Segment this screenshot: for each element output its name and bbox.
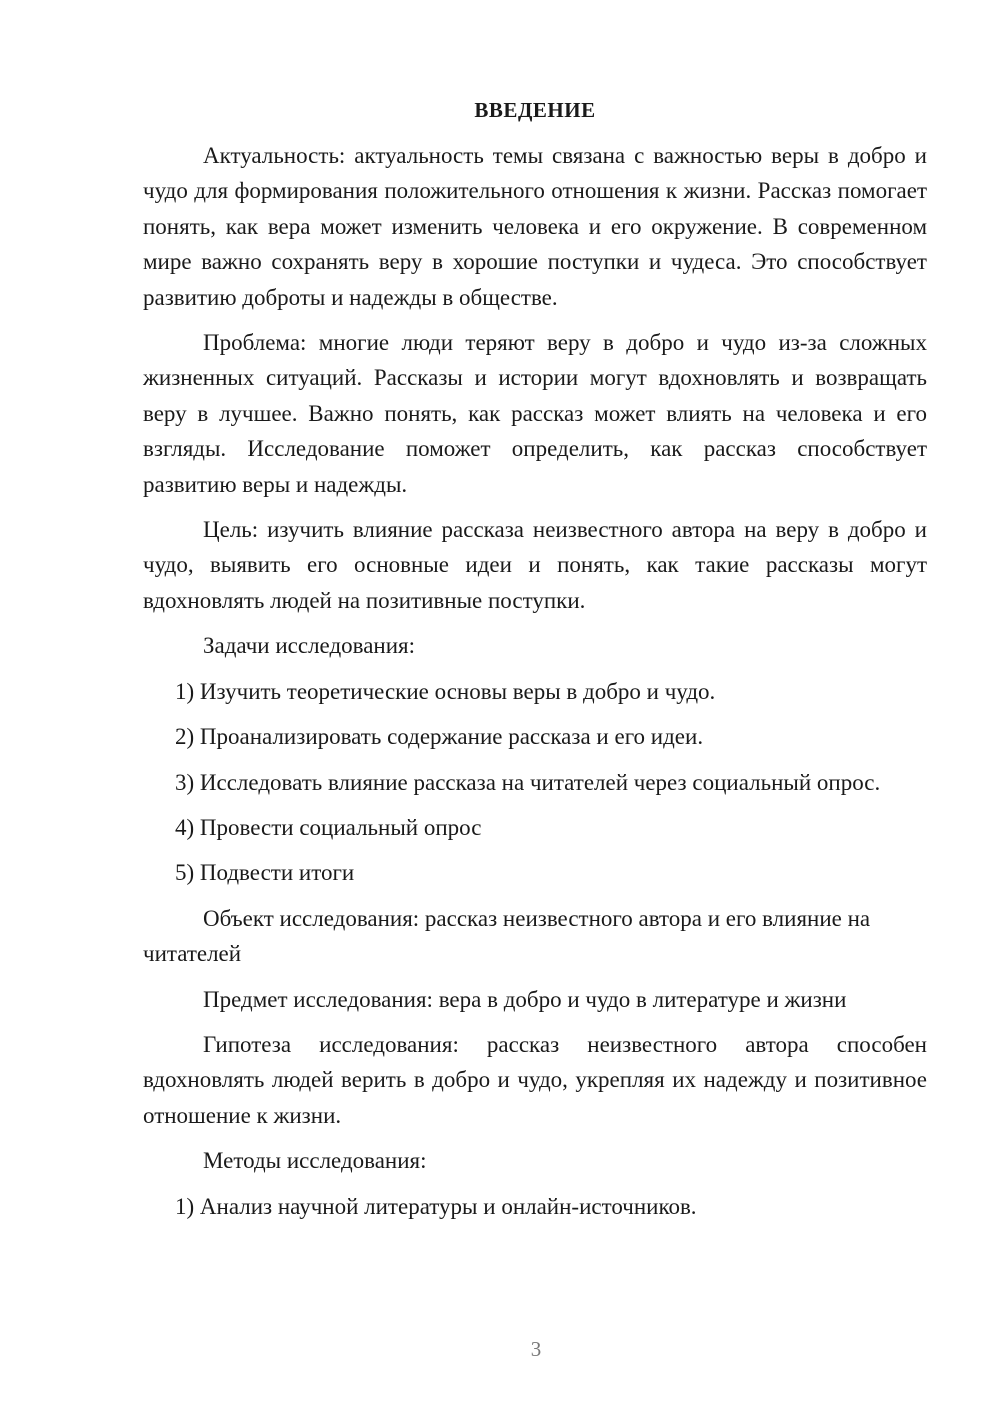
task-item-2: 2) Проанализировать содержание рассказа и его идеи.	[175, 724, 704, 750]
page-number: 3	[530, 1337, 542, 1361]
methods-heading: Методы исследования:	[203, 1148, 427, 1174]
object-paragraph: Объект исследования: рассказ неизвестного автора и его влияние на читателей	[143, 905, 871, 967]
method-item-1: 1) Анализ научной литературы и онлайн-источников.	[175, 1193, 697, 1219]
relevance-paragraph: Актуальность: актуальность темы связана с важностью веры в добро и чудо для формирования положительного отношения к жизни. Рассказ помогает понять, как вера может изменить человека и его окружение. В современном мире важно сохранять веру в хорошие поступки и чудеса. Это способствует развитию доброты и надежды в обществе.	[143, 143, 927, 310]
section-heading: ВВЕДЕНИЕ	[474, 98, 596, 122]
page-content	[143, 93, 927, 1234]
task-item-3: 3) Исследовать влияние рассказа на читателей через социальный опрос.	[175, 769, 881, 795]
problem-paragraph: Проблема: многие люди теряют веру в добро и чудо из-за сложных жизненных ситуаций. Рассказы и истории могут вдохновлять и возвращать веру в лучшее. Важно понять, как рассказ может влиять на человека и его взгляды. Исследование поможет определить, как рассказ способствует развитию веры и надежды.	[143, 330, 927, 497]
task-item-1: 1) Изучить теоретические основы веры в добро и чудо.	[175, 678, 716, 704]
task-item-4: 4) Провести социальный опрос	[175, 814, 482, 840]
subject-paragraph: Предмет исследования: вера в добро и чудо в литературе и жизни	[203, 986, 847, 1012]
tasks-heading: Задачи исследования:	[203, 633, 416, 659]
task-item-5: 5) Подвести итоги	[175, 860, 355, 886]
hypothesis-paragraph: Гипотеза исследования: рассказ неизвестного автора способен вдохновлять людей верить в добро и чудо, укрепляя их надежду и позитивное отношение к жизни.	[143, 1031, 927, 1128]
goal-paragraph: Цель: изучить влияние рассказа неизвестного автора на веру в добро и чудо, выявить его основные идеи и понять, как такие рассказы могут вдохновлять людей на позитивные поступки.	[143, 517, 927, 613]
